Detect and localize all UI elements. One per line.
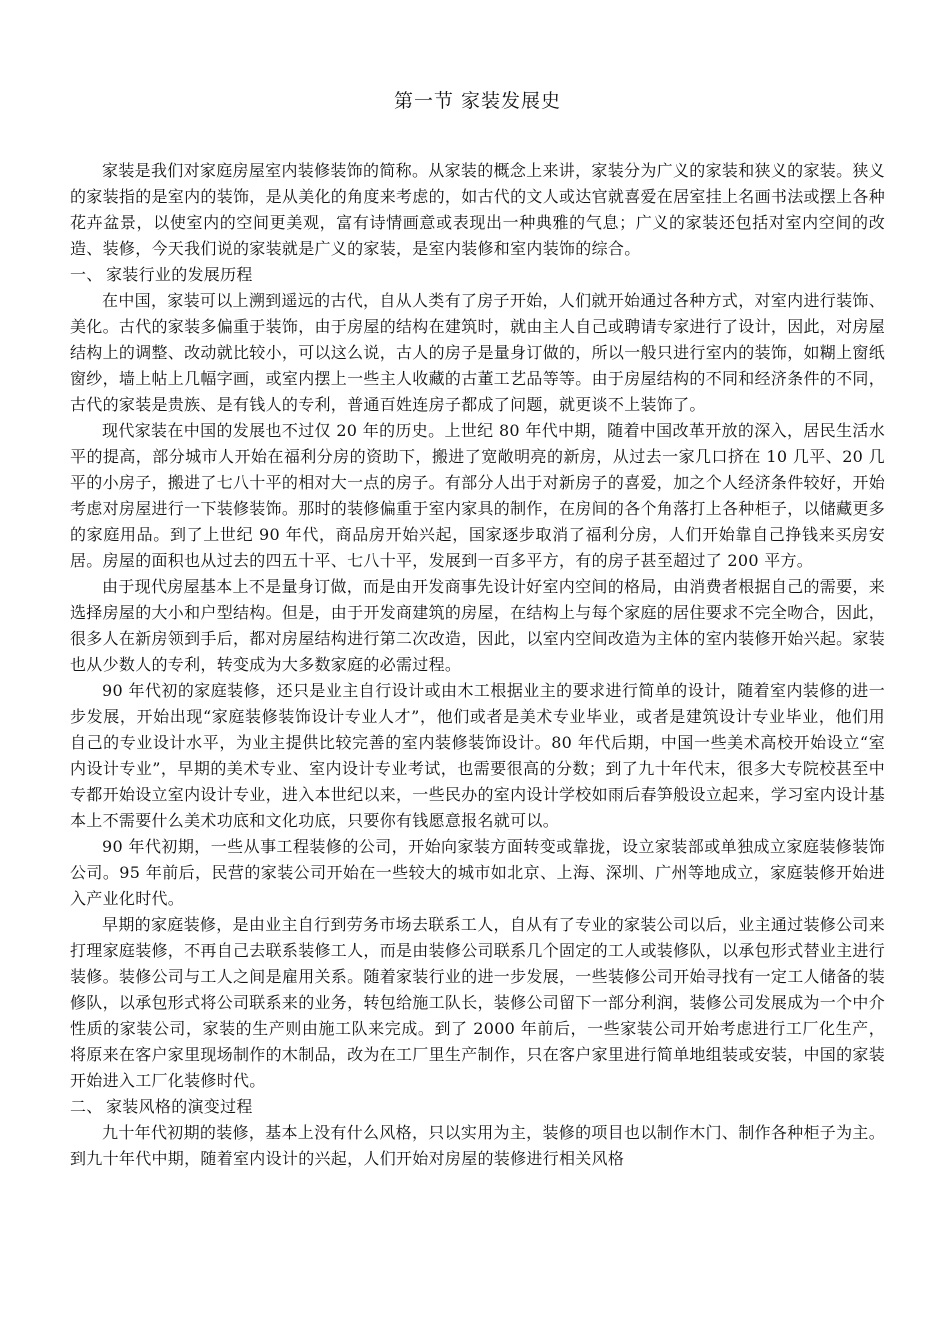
- section-number: 一、: [70, 265, 103, 284]
- section-title: 家装风格的演变过程: [106, 1097, 253, 1116]
- body-paragraph: 90 年代初期，一些从事工程装修的公司，开始向家装方面转变或靠拢，设立家装部或单独成立家庭装修装饰公司。95 年前后，民营的家装公司开始在一些较大的城市如北京、上海、深圳、广州等地成立，家庭装修开始进入产业化时代。: [70, 837, 885, 908]
- body-paragraph: 90 年代初的家庭装修，还只是业主自行设计或由木工根据业主的要求进行简单的设计，随着室内装修的进一步发展，开始出现“家庭装修装饰设计专业人才”，他们或者是美术专业毕业，或者是建筑设计专业毕业，他们用自己的专业设计水平，为业主提供比较完善的室内装修装饰设计。80 年代后期，中国一些美术高校开始设立“室内设计专业”，早期的美术专业、室内设计专业考试，也需要很高的分数；到了九十年代末，很多大专院校甚至中专都开始设立室内设计专业，进入本世纪以来，一些民办的室内设计学校如雨后春笋般设立起来，学习室内设计基本上不需要什么美术功底和文化功底，只要你有钱愿意报名就可以。: [70, 681, 886, 830]
- section-heading-1: [70, 262, 885, 288]
- intro-paragraph: 家装是我们对家庭房屋室内装修装饰的简称。从家装的概念上来讲，家装分为广义的家装和狭义的家装。狭义的家装指的是室内的装饰，是从美化的角度来考虑的，如古代的文人或达官就喜爱在居室挂上名画书法或摆上各种花卉盆景，以使室内的空间更美观，富有诗情画意或表现出一种典雅的气息；广义的家装还包括对室内空间的改造、装修，今天我们说的家装就是广义的家装，是室内装修和室内装饰的综合。: [70, 161, 886, 258]
- body-paragraph: 现代家装在中国的发展也不过仅 20 年的历史。上世纪 80 年代中期，随着中国改革开放的深入，居民生活水平的提高，部分城市人开始在福利分房的资助下，搬进了宽敞明亮的新房，从过去一家几口挤在 10 几平、20 几平的小房子，搬进了七八十平的相对大一点的房子。有部分人出于对新房子的喜爱，加之个人经济条件较好，开始考虑对房屋进行一下装修装饰。那时的装修偏重于室内家具的制作，在房间的各个角落打上各种柜子，以储藏更多的家庭用品。到了上世纪 90 年代，商品房开始兴起，国家逐步取消了福利分房，人们开始靠自己挣钱来买房安居。房屋的面积也从过去的四五十平、七八十平，发展到一百多平方，有的房子甚至超过了 200 平方。: [70, 421, 886, 570]
- body-paragraph: 由于现代房屋基本上不是量身订做，而是由开发商事先设计好室内空间的格局，由消费者根据自己的需要，来选择房屋的大小和户型结构。但是，由于开发商建筑的房屋，在结构上与每个家庭的居住要求不完全吻合，因此，很多人在新房领到手后，都对房屋结构进行第二次改造，因此，以室内空间改造为主体的室内装修开始兴起。家装也从少数人的专利，转变成为大多数家庭的必需过程。: [70, 577, 886, 674]
- body-paragraph: 九十年代初期的装修，基本上没有什么风格，只以实用为主，装修的项目也以制作木门、制作各种柜子为主。到九十年代中期，随着室内设计的兴起，人们开始对房屋的装修进行相关风格: [70, 1123, 885, 1168]
- section-number: 二、: [70, 1097, 103, 1116]
- section-title: 家装行业的发展历程: [106, 265, 253, 284]
- body-paragraph: 早期的家庭装修，是由业主自行到劳务市场去联系工人，自从有了专业的家装公司以后，业主通过装修公司来打理家庭装修，不再自己去联系装修工人，而是由装修公司联系几个固定的工人或装修队，以承包形式替业主进行装修。装修公司与工人之间是雇用关系。随着家装行业的进一步发展，一些装修公司开始寻找有一定工人储备的装修队，以承包形式将公司联系来的业务，转包给施工队长，装修公司留下一部分利润，装修公司发展成为一个中介性质的家装公司，家装的生产则由施工队来完成。到了 2000 年前后，一些家装公司开始考虑进行工厂化生产，将原来在客户家里现场制作的木制品，改为在工厂里生产制作，只在客户家里进行简单地组装或安装，中国的家装开始进入工厂化装修时代。: [70, 915, 886, 1090]
- section-heading-2: [70, 1094, 885, 1120]
- page-title: 第一节 家装发展史: [393, 90, 562, 112]
- body-paragraph: 在中国，家装可以上溯到遥远的古代，自从人类有了房子开始，人们就开始通过各种方式，对室内进行装饰、美化。古代的家装多偏重于装饰，由于房屋的结构在建筑时，就由主人自己或聘请专家进行了设计，因此，对房屋结构上的调整、改动就比较小，可以这么说，古人的房子是量身订做的，所以一般只进行室内的装饰，如糊上窗纸窗纱，墙上帖上几幅字画，或室内摆上一些主人收藏的古董工艺品等等。由于房屋结构的不同和经济条件的不同，古代的家装是贵族、是有钱人的专利，普通百姓连房子都成了问题，就更谈不上装饰了。: [70, 291, 886, 414]
- document-page: [70, 88, 885, 1172]
